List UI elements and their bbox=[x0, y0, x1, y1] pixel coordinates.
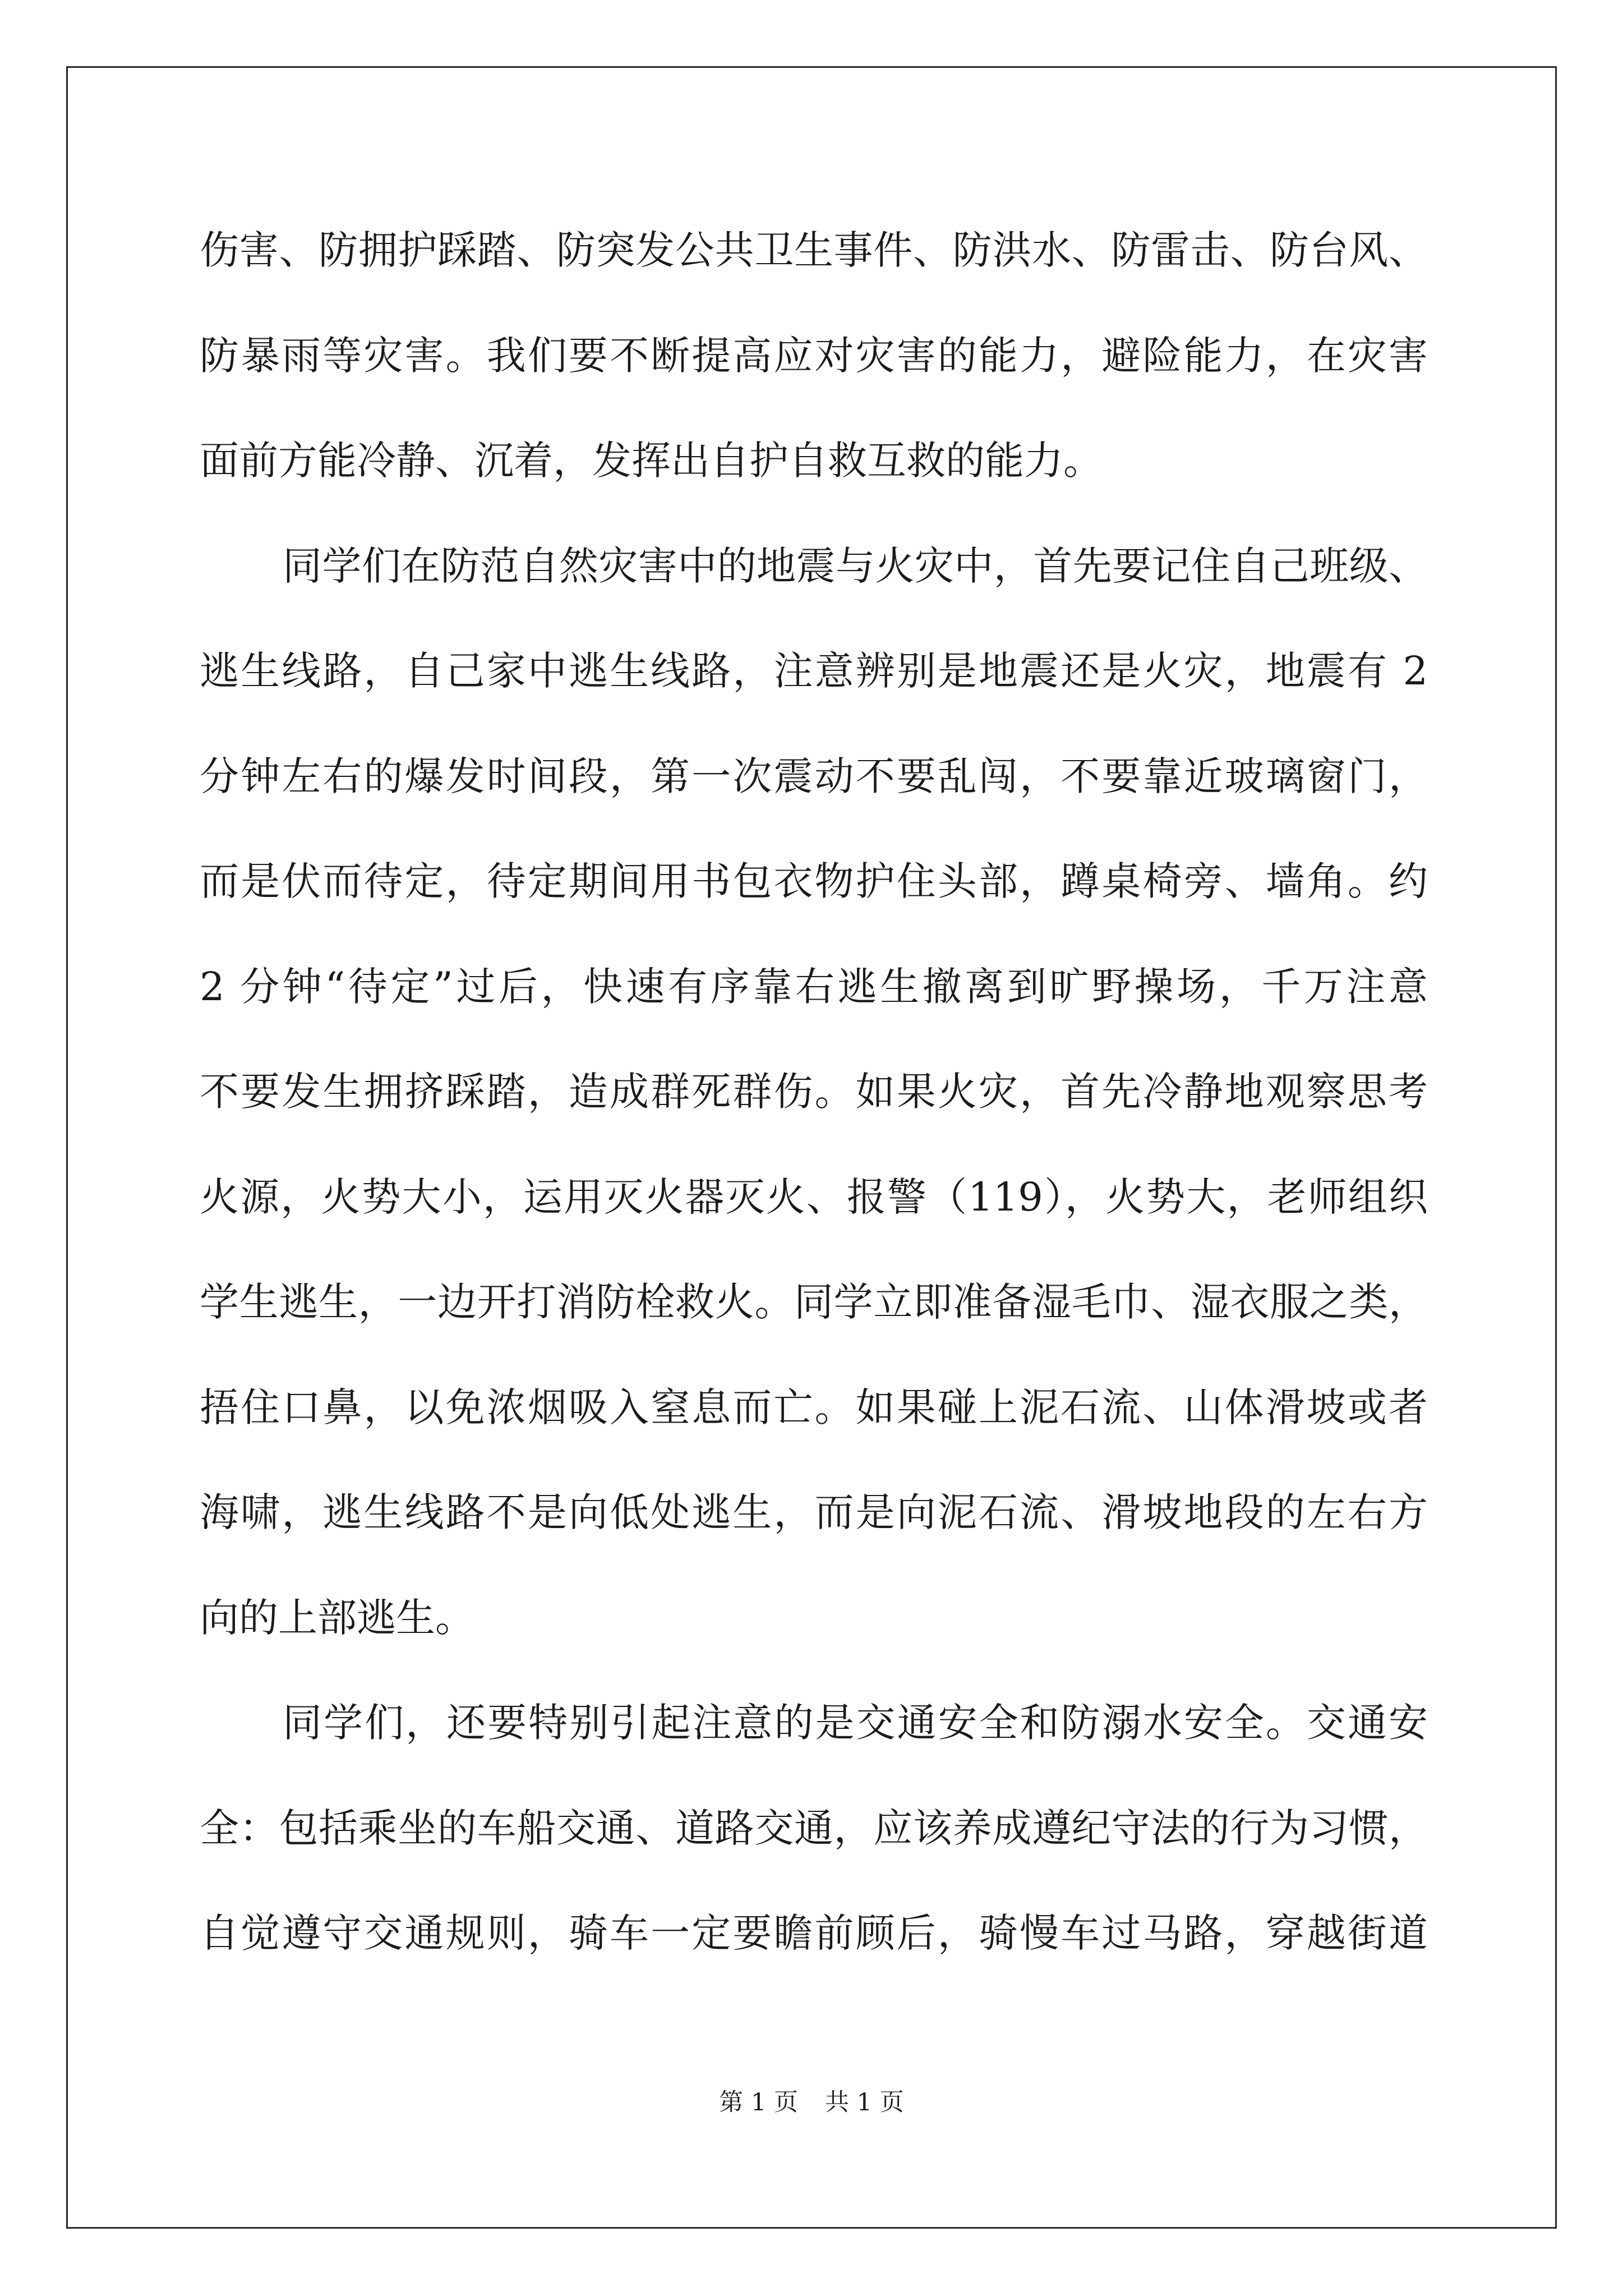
text-line: 同学们在防范自然灾害中的地震与火灾中，首先要记住自己班级、 bbox=[283, 542, 1428, 589]
text-line: 火源，火势大小，运用灭火器灭火、报警（119），火势大，老师组织 bbox=[200, 1174, 1428, 1220]
page-number: 第 1 页 bbox=[719, 2088, 798, 2116]
text-line: 不要发生拥挤踩踏，造成群死群伤。如果火灾，首先冷静地观察思考 bbox=[200, 1069, 1428, 1115]
text-line: 伤害、防拥护踩踏、防突发公共卫生事件、防洪水、防雷击、防台风、 bbox=[200, 227, 1428, 273]
text-line: 2 分钟“待定”过后，快速有序靠右逃生撤离到旷野操场，千万注意 bbox=[200, 963, 1428, 1010]
text-line: 全：包括乘坐的车船交通、道路交通，应该养成遵纪守法的行为习惯， bbox=[200, 1805, 1428, 1851]
page-footer bbox=[0, 2086, 1623, 2119]
text-line: 学生逃生，一边开打消防栓救火。同学立即准备湿毛巾、湿衣服之类， bbox=[200, 1279, 1428, 1325]
text-line: 分钟左右的爆发时间段，第一次震动不要乱闯，不要靠近玻璃窗门， bbox=[200, 753, 1428, 799]
text-line: 面前方能冷静、沉着，发挥出自护自救互救的能力。 bbox=[200, 438, 1103, 484]
document-body bbox=[200, 198, 1428, 1986]
text-line: 海啸，逃生线路不是向低处逃生，而是向泥石流、滑坡地段的左右方 bbox=[200, 1489, 1428, 1535]
text-line: 逃生线路，自己家中逃生线路，注意辨别是地震还是火灾，地震有 2 bbox=[200, 648, 1428, 694]
page-total: 共 1 页 bbox=[825, 2088, 904, 2116]
text-line: 自觉遵守交通规则，骑车一定要瞻前顾后，骑慢车过马路，穿越街道 bbox=[200, 1910, 1428, 1956]
text-line: 捂住口鼻，以免浓烟吸入窒息而亡。如果碰上泥石流、山体滑坡或者 bbox=[200, 1384, 1428, 1430]
text-line: 向的上部逃生。 bbox=[200, 1594, 474, 1641]
text-line: 而是伏而待定，待定期间用书包衣物护住头部，蹲桌椅旁、墙角。约 bbox=[200, 858, 1428, 904]
text-line: 同学们，还要特别引起注意的是交通安全和防溺水安全。交通安 bbox=[283, 1700, 1428, 1746]
text-line: 防暴雨等灾害。我们要不断提高应对灾害的能力，避险能力，在灾害 bbox=[200, 332, 1428, 379]
